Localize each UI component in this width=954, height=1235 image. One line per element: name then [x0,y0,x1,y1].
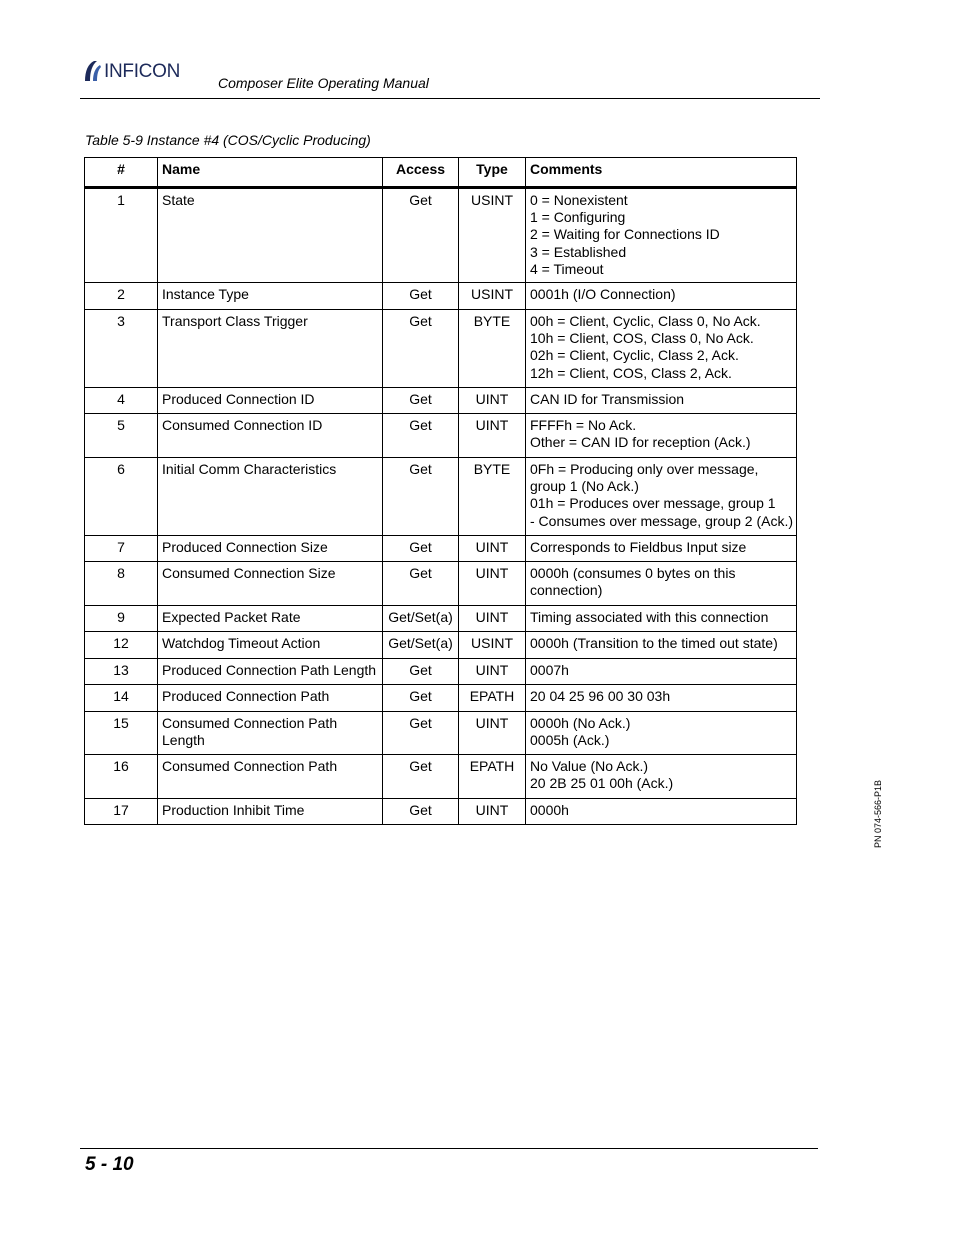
comment-line: Other = CAN ID for reception (Ack.) [530,434,751,451]
cell-access: Get [383,562,459,606]
comment-line: 00h = Client, Cyclic, Class 0, No Ack. [530,313,761,330]
comment-line: 2 = Waiting for Connections ID [530,226,720,243]
cell-access: Get/Set(a) [383,606,459,632]
inficon-logo-mark-icon [82,59,102,83]
document-title: Composer Elite Operating Manual [218,75,429,91]
cell-comments [526,712,797,755]
cell-comments [526,632,797,659]
comment-line: 12h = Client, COS, Class 2, Ack. [530,364,732,381]
cell-type: USINT [459,188,526,283]
col-header-num: # [85,158,158,188]
cell-num: 7 [85,536,158,562]
table-row [85,685,797,712]
comment-line: group 1 (No Ack.) [530,478,639,495]
cell-name: Consumed Connection Size [158,562,383,606]
page-number: 5 - 10 [85,1154,134,1175]
cell-type: EPATH [459,755,526,799]
cell-access: Get [383,283,459,310]
table-row [85,414,797,458]
cell-name: Produced Connection Path Length [158,659,383,685]
comment-line: 0000h (Transition to the timed out state) [530,635,778,652]
comment-line: FFFFh = No Ack. [530,417,637,434]
comment-line: Corresponds to Fieldbus Input size [530,539,747,556]
cell-num: 9 [85,606,158,632]
cell-access: Get [383,388,459,414]
col-header-access: Access [383,158,459,188]
comment-line: 0005h (Ack.) [530,732,610,749]
cell-type: USINT [459,632,526,659]
cell-type: USINT [459,283,526,310]
table-row [85,188,797,283]
comment-line: - Consumes over message, group 2 (Ack.) [530,512,793,529]
cell-type: EPATH [459,685,526,712]
cell-name: Expected Packet Rate [158,606,383,632]
comment-line: 0001h (I/O Connection) [530,286,676,303]
cell-name: Initial Comm Characteristics [158,458,383,536]
cell-type: BYTE [459,310,526,388]
cell-access: Get [383,536,459,562]
cell-access: Get [383,414,459,458]
comment-line: No Value (No Ack.) [530,758,649,775]
inficon-logo [82,58,180,84]
col-header-type: Type [459,158,526,188]
cell-name: Produced Connection ID [158,388,383,414]
cell-comments [526,799,797,825]
cell-comments [526,458,797,536]
logo-wordmark: INFICON [104,60,181,82]
col-header-comments: Comments [526,158,797,188]
comment-line: 0000h (No Ack.) [530,715,631,732]
cell-type: UINT [459,606,526,632]
table-row [85,388,797,414]
cell-num: 14 [85,685,158,712]
cell-name: Instance Type [158,283,383,310]
cell-access: Get [383,799,459,825]
table-body [85,188,797,825]
table-header-row [85,158,797,188]
cell-name: Consumed Connection Path [158,755,383,799]
table-caption: Table 5-9 Instance #4 (COS/Cyclic Producing) [85,132,371,148]
cell-comments [526,388,797,414]
cell-name: Consumed Connection ID [158,414,383,458]
cell-access: Get [383,310,459,388]
cell-num: 4 [85,388,158,414]
cell-comments [526,685,797,712]
cell-name: Watchdog Timeout Action [158,632,383,659]
comment-line: 01h = Produces over message, group 1 [530,495,776,512]
cell-name: State [158,188,383,283]
cell-num: 8 [85,562,158,606]
comment-line: 20 04 25 96 00 30 03h [530,688,671,705]
cell-comments [526,188,797,283]
comment-line: CAN ID for Transmission [530,391,685,408]
comment-line: 0Fh = Producing only over message, [530,461,759,478]
cell-comments [526,659,797,685]
comment-line: 10h = Client, COS, Class 0, No Ack. [530,330,754,347]
cell-name: Production Inhibit Time [158,799,383,825]
cell-num: 3 [85,310,158,388]
cell-access: Get [383,659,459,685]
cell-name: Transport Class Trigger [158,310,383,388]
cell-type: UINT [459,712,526,755]
header-divider [80,98,820,99]
cell-comments [526,310,797,388]
table-row [85,712,797,755]
cell-access: Get [383,458,459,536]
cell-num: 12 [85,632,158,659]
cell-num: 16 [85,755,158,799]
table-row [85,799,797,825]
cell-num: 13 [85,659,158,685]
cell-name: Produced Connection Path [158,685,383,712]
col-header-name: Name [158,158,383,188]
cell-access: Get [383,685,459,712]
table-row [85,283,797,310]
table-row [85,632,797,659]
comment-line: connection) [530,582,603,599]
cell-comments [526,755,797,799]
cell-num: 6 [85,458,158,536]
cell-comments [526,606,797,632]
cell-comments [526,414,797,458]
cell-access: Get [383,712,459,755]
comment-line: 4 = Timeout [530,260,604,277]
footer-divider [80,1148,818,1149]
comment-line: 0007h [530,662,569,679]
table-row [85,562,797,606]
table-row [85,458,797,536]
cell-comments [526,562,797,606]
cell-comments [526,283,797,310]
cell-num: 17 [85,799,158,825]
table-row [85,536,797,562]
cell-type: UINT [459,562,526,606]
cell-access: Get [383,188,459,283]
table-row [85,606,797,632]
comment-line: 1 = Configuring [530,209,626,226]
cell-access: Get/Set(a) [383,632,459,659]
cell-type: UINT [459,659,526,685]
table-row [85,310,797,388]
cell-name: Produced Connection Size [158,536,383,562]
cell-type: UINT [459,414,526,458]
comment-line: 0 = Nonexistent [530,192,628,208]
cell-num: 15 [85,712,158,755]
part-number: PN 074-566-P1B [873,779,883,848]
cell-type: UINT [459,536,526,562]
table-row [85,755,797,799]
cell-num: 1 [85,188,158,283]
comment-line: Timing associated with this connection [530,609,769,626]
cell-name: Consumed Connection Path Length [158,712,383,755]
instance-attributes-table [84,157,797,825]
comment-line: 0000h (consumes 0 bytes on this [530,565,736,582]
cell-comments [526,536,797,562]
comment-line: 02h = Client, Cyclic, Class 2, Ack. [530,347,739,364]
cell-num: 5 [85,414,158,458]
cell-access: Get [383,755,459,799]
cell-type: UINT [459,388,526,414]
cell-type: BYTE [459,458,526,536]
cell-type: UINT [459,799,526,825]
comment-line: 3 = Established [530,243,627,260]
comment-line: 0000h [530,802,569,819]
cell-num: 2 [85,283,158,310]
table-row [85,659,797,685]
comment-line: 20 2B 25 01 00h (Ack.) [530,775,674,792]
